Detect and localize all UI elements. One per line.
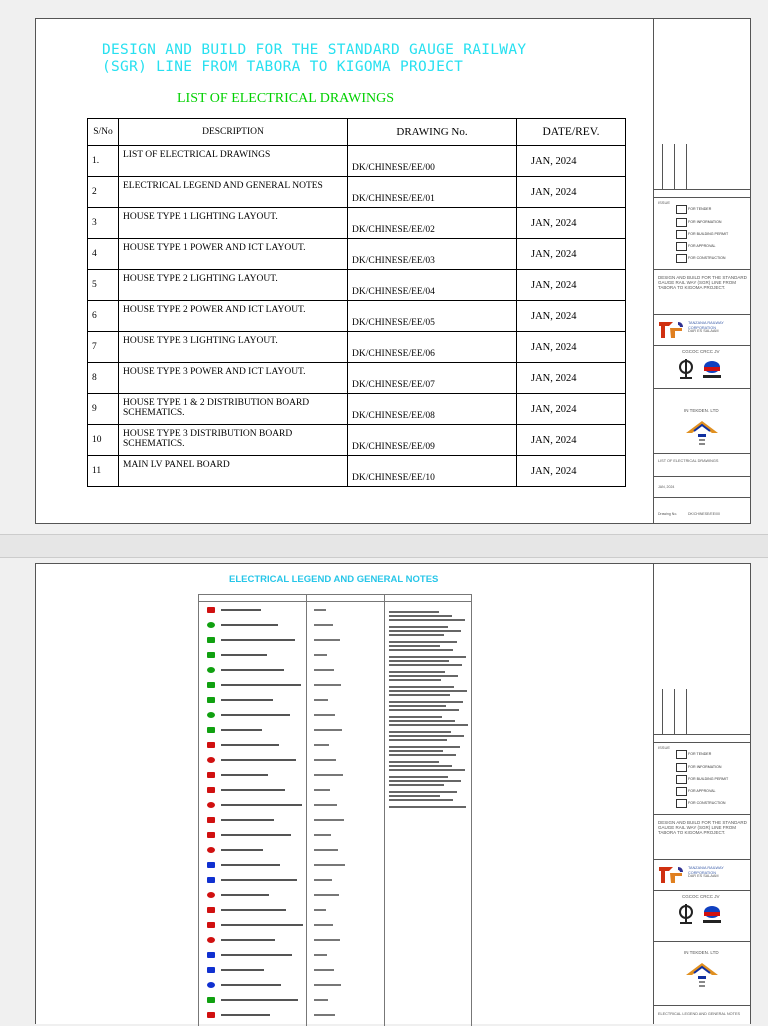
legend-title: ELECTRICAL LEGEND AND GENERAL NOTES [229,574,439,585]
general-note-line [389,694,450,696]
general-note-line [389,660,449,662]
legend-reference-line [314,609,326,611]
contractor-logo [676,358,728,380]
legend-symbol-icon [207,757,215,763]
tb-project-text-2: DESIGN AND BUILD FOR THE STANDARD GAUGE RAIL WAY (SGR) LINE FROM TABORA TO KIGOMA PROJECT. [658,820,747,835]
legend-reference-line [314,744,329,746]
checkbox-for-information-2[interactable] [676,763,687,772]
legend-reference-line [314,669,334,671]
general-note-line [389,645,440,647]
row-drawing-no: DK/CHINESE/EE/07 [348,363,517,394]
legend-reference-line [314,789,330,791]
legend-description-line [221,714,290,716]
legend-symbol-icon [207,682,215,688]
row-date: JAN, 2024 [517,301,626,332]
legend-reference-line [314,999,328,1001]
row-description: HOUSE TYPE 3 DISTRIBUTION BOARD SCHEMATICS. [119,425,348,456]
legend-reference-line [314,849,338,851]
row-date: JAN, 2024 [517,425,626,456]
tb-consultant-text-2: IN TEKDEN. LTD [684,950,719,955]
title-block [653,19,750,523]
row-drawing-no: DK/CHINESE/EE/02 [348,208,517,239]
legend-reference-line [314,684,341,686]
consultant-logo [682,417,722,447]
row-date: JAN, 2024 [517,456,626,487]
legend-description-line [221,729,262,731]
legend-description-line [221,999,298,1001]
legend-symbol-icon [207,667,215,673]
legend-symbol-icon [207,847,215,853]
general-note-line [389,761,439,763]
table-row [88,146,626,177]
general-note-line [389,746,460,748]
general-note-line [389,641,457,643]
general-note-line [389,769,465,771]
legend-reference-line [314,639,340,641]
legend-symbol-icon [207,982,215,988]
legend-symbol-icon [207,832,215,838]
tb-consultant-text: IN TEKDEN. LTD [684,408,719,413]
row-description: HOUSE TYPE 2 POWER AND ICT LAYOUT. [119,301,348,332]
issue-for-tender: FOR TENDER [688,207,712,211]
row-description: MAIN LV PANEL BOARD [119,456,348,487]
checkbox-for-tender-2[interactable] [676,750,687,759]
legend-reference-line [314,894,339,896]
general-note-line [389,630,461,632]
tb-project-text: DESIGN AND BUILD FOR THE STANDARD GAUGE RAIL WAY (SGR) LINE FROM TABORA TO KIGOMA PROJECT. [658,275,747,290]
row-sno: 10 [88,425,119,456]
general-note-line [389,709,459,711]
legend-symbol-icon [207,967,215,973]
general-note-line [389,754,456,756]
general-note-line [389,701,463,703]
row-date: JAN, 2024 [517,177,626,208]
legend-reference-line [314,759,336,761]
general-note-line [389,675,458,677]
row-sno: 5 [88,270,119,301]
table-header-row [88,119,626,146]
legend-reference-line [314,654,327,656]
header-drawing-no: DRAWING No. [348,119,517,146]
general-note-line [389,799,453,801]
general-note-line [389,765,452,767]
legend-table-header [199,595,471,602]
row-sno: 4 [88,239,119,270]
row-sno: 9 [88,394,119,425]
general-note-line [389,634,444,636]
legend-description-line [221,894,269,896]
row-date: JAN, 2024 [517,332,626,363]
issue-for-building-permit-2: FOR BUILDING PERMIT [688,777,729,781]
legend-reference-line [314,924,333,926]
legend-description-line [221,699,273,701]
general-note-line [389,690,467,692]
general-note-line [389,791,457,793]
legend-reference-line [314,969,334,971]
contractor-logo-2 [676,903,728,925]
legend-description-line [221,1014,270,1016]
tb-drawing-no: DK/CHINESE/EE/00 [688,512,720,516]
legend-symbol-icon [207,937,215,943]
legend-description-line [221,609,261,611]
legend-symbol-icon [207,1012,215,1018]
row-date: JAN, 2024 [517,394,626,425]
table-row [88,301,626,332]
issue-for-tender-2: FOR TENDER [688,752,712,756]
checkbox-for-tender[interactable] [676,205,687,214]
general-note-line [389,795,440,797]
legend-description-line [221,819,274,821]
checkbox-for-building-permit-2[interactable] [676,775,687,784]
issue-for-approval: FOR APPROVAL [688,244,716,248]
drawing-sheet-list [35,18,751,524]
general-note-line [389,671,445,673]
legend-reference-line [314,834,331,836]
legend-description-line [221,654,267,656]
legend-description-line [221,744,279,746]
legend-reference-line [314,624,333,626]
row-date: JAN, 2024 [517,208,626,239]
issue-label: ISSUE [658,200,671,205]
legend-description-line [221,909,286,911]
legend-reference-line [314,1014,335,1016]
issue-for-construction-2: FOR CONSTRUCTION [688,801,726,805]
legend-reference-line [314,774,343,776]
row-date: JAN, 2024 [517,363,626,394]
legend-symbol-icon [207,877,215,883]
checkbox-for-information[interactable] [676,218,687,227]
legend-description-line [221,669,284,671]
general-note-line [389,724,468,726]
general-note-line [389,656,466,658]
tb-client-sub: DAR ES SALAAM [688,329,719,333]
row-sno: 2 [88,177,119,208]
legend-description-line [221,924,303,926]
general-note-line [389,806,466,808]
header-date-rev: DATE/REV. [517,119,626,146]
row-drawing-no: DK/CHINESE/EE/05 [348,301,517,332]
legend-symbol-icon [207,697,215,703]
row-description: LIST OF ELECTRICAL DRAWINGS [119,146,348,177]
tb-contractor-text-2: CGCOC CRCC JV [682,894,720,899]
legend-description-line [221,639,295,641]
legend-description-line [221,789,285,791]
general-note-line [389,664,462,666]
legend-symbol-icon [207,637,215,643]
table-row [88,239,626,270]
row-drawing-no: DK/CHINESE/EE/10 [348,456,517,487]
table-row [88,394,626,425]
row-date: JAN, 2024 [517,270,626,301]
general-note-line [389,784,444,786]
legend-symbol-icon [207,742,215,748]
tb-client-text: TANZANIA RAILWAY CORPORATION [688,321,724,330]
row-date: JAN, 2024 [517,146,626,177]
project-title: DESIGN AND BUILD FOR THE STANDARD GAUGE RAILWAY (SGR) LINE FROM TABORA TO KIGOMA PROJECT [102,42,527,75]
legend-description-line [221,759,296,761]
row-drawing-no: DK/CHINESE/EE/08 [348,394,517,425]
row-sno: 8 [88,363,119,394]
legend-symbol-icon [207,712,215,718]
general-note-line [389,705,446,707]
legend-reference-line [314,804,337,806]
row-description: HOUSE TYPE 3 LIGHTING LAYOUT. [119,332,348,363]
legend-symbol-icon [207,907,215,913]
legend-description-line [221,774,268,776]
legend-symbol-icon [207,997,215,1003]
table-row [88,456,626,487]
checkbox-for-building-permit[interactable] [676,230,687,239]
checkbox-for-construction[interactable] [676,254,687,263]
row-sno: 1. [88,146,119,177]
tb-date: JAN, 2024 [658,485,675,489]
general-note-line [389,750,443,752]
legend-table [198,594,472,1026]
header-sno: S/No [88,119,119,146]
legend-symbol-icon [207,607,215,613]
general-note-line [389,686,454,688]
legend-symbol-icon [207,817,215,823]
legend-description-line [221,804,302,806]
legend-description-line [221,879,297,881]
general-note-line [389,679,441,681]
legend-description-line [221,954,292,956]
issue-for-approval-2: FOR APPROVAL [688,789,716,793]
general-note-line [389,615,452,617]
row-drawing-no: DK/CHINESE/EE/04 [348,270,517,301]
page-separator [0,534,768,558]
general-note-line [389,649,453,651]
legend-symbol-icon [207,922,215,928]
issue-for-information: FOR INFORMATION [688,220,722,224]
row-drawing-no: DK/CHINESE/EE/06 [348,332,517,363]
tb-drawing-title: LIST OF ELECTRICAL DRAWINGS [658,459,719,463]
trc-logo [658,320,684,340]
row-description: HOUSE TYPE 1 & 2 DISTRIBUTION BOARD SCHEMATICS. [119,394,348,425]
general-note-line [389,739,447,741]
general-note-line [389,780,461,782]
table-row [88,177,626,208]
legend-reference-line [314,819,344,821]
trc-logo-2 [658,865,684,885]
table-row [88,363,626,394]
legend-reference-line [314,729,342,731]
row-description: HOUSE TYPE 3 POWER AND ICT LAYOUT. [119,363,348,394]
legend-description-line [221,834,291,836]
row-description: HOUSE TYPE 2 LIGHTING LAYOUT. [119,270,348,301]
issue-label-2: ISSUE [658,745,671,750]
row-sno: 3 [88,208,119,239]
issue-for-building-permit: FOR BUILDING PERMIT [688,232,729,236]
issue-for-information-2: FOR INFORMATION [688,765,722,769]
tb-drawing-no-label: Drawing No. [658,512,678,516]
row-sno: 7 [88,332,119,363]
general-note-line [389,626,448,628]
general-note-line [389,776,448,778]
legend-symbol-icon [207,652,215,658]
general-note-line [389,731,451,733]
legend-symbol-icon [207,727,215,733]
legend-description-line [221,624,278,626]
drawings-table [87,118,626,487]
legend-reference-line [314,699,328,701]
legend-symbol-icon [207,787,215,793]
checkbox-for-approval-2[interactable] [676,787,687,796]
row-description: HOUSE TYPE 1 LIGHTING LAYOUT. [119,208,348,239]
checkbox-for-construction-2[interactable] [676,799,687,808]
general-note-line [389,735,464,737]
legend-symbol-icon [207,892,215,898]
legend-symbol-icon [207,802,215,808]
tb-client-text-2: TANZANIA RAILWAY CORPORATION [688,866,724,875]
legend-description-line [221,984,281,986]
table-row [88,208,626,239]
legend-description-line [221,939,275,941]
table-row [88,332,626,363]
legend-reference-line [314,954,327,956]
row-description: HOUSE TYPE 1 POWER AND ICT LAYOUT. [119,239,348,270]
row-drawing-no: DK/CHINESE/EE/09 [348,425,517,456]
general-note-line [389,720,455,722]
row-sno: 11 [88,456,119,487]
tb-client-sub-2: DAR ES SALAAM [688,874,719,878]
row-drawing-no: DK/CHINESE/EE/00 [348,146,517,177]
legend-reference-line [314,939,340,941]
tb-drawing-title-2: ELECTRICAL LEGEND AND GENERAL NOTES [658,1012,741,1016]
title-block-2 [653,564,750,1024]
row-drawing-no: DK/CHINESE/EE/03 [348,239,517,270]
legend-reference-line [314,714,335,716]
row-sno: 6 [88,301,119,332]
legend-reference-line [314,909,326,911]
table-row [88,270,626,301]
row-description: ELECTRICAL LEGEND AND GENERAL NOTES [119,177,348,208]
issue-for-construction: FOR CONSTRUCTION [688,256,726,260]
tb-contractor-text: CGCOC CRCC JV [682,349,720,354]
row-drawing-no: DK/CHINESE/EE/01 [348,177,517,208]
general-note-line [389,619,465,621]
table-row [88,425,626,456]
drawing-sheet-legend [35,563,751,1024]
legend-symbol-icon [207,622,215,628]
legend-symbol-icon [207,862,215,868]
legend-description-line [221,849,263,851]
legend-reference-line [314,984,341,986]
header-description: DESCRIPTION [119,119,348,146]
general-note-line [389,716,442,718]
legend-description-line [221,969,264,971]
legend-reference-line [314,879,332,881]
checkbox-for-approval[interactable] [676,242,687,251]
legend-symbol-icon [207,772,215,778]
list-title: LIST OF ELECTRICAL DRAWINGS [177,91,395,106]
general-note-line [389,611,439,613]
legend-description-line [221,864,280,866]
consultant-logo-2 [682,959,722,989]
legend-description-line [221,684,301,686]
legend-symbol-icon [207,952,215,958]
legend-reference-line [314,864,345,866]
row-date: JAN, 2024 [517,239,626,270]
